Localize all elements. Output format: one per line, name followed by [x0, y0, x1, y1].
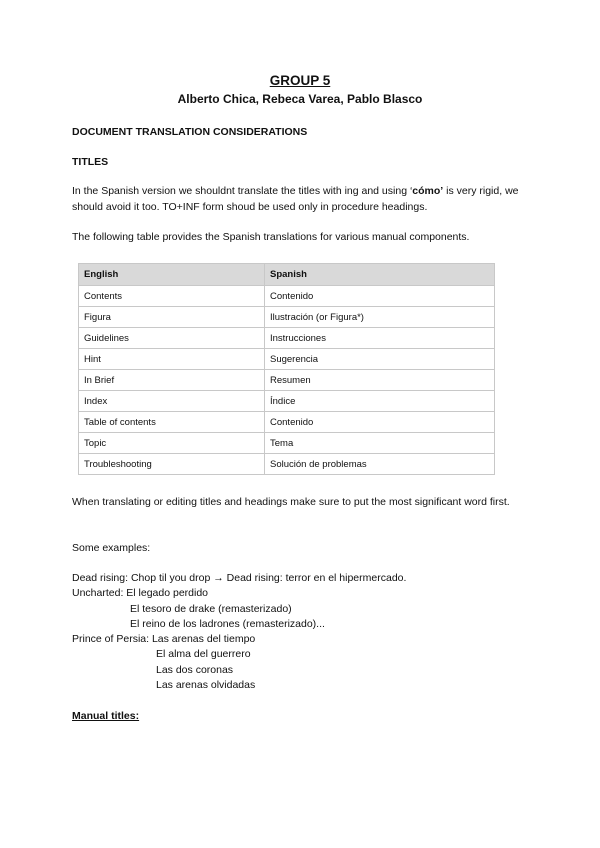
paragraph-heading-order: When translating or editing titles and headings make sure to put the most significant word first.	[72, 496, 510, 508]
paragraph-titles-guidance	[72, 184, 532, 215]
cell-english: Topic	[79, 433, 265, 454]
cell-spanish: Contenido	[265, 412, 495, 433]
examples-list	[72, 571, 406, 693]
cell-spanish: Instrucciones	[265, 328, 495, 349]
table-row	[79, 370, 495, 391]
table-row	[79, 412, 495, 433]
translation-table	[78, 263, 495, 475]
header-spanish: Spanish	[265, 264, 495, 286]
table-row	[79, 349, 495, 370]
cell-spanish: Índice	[265, 391, 495, 412]
manual-titles-heading: Manual titles:	[72, 710, 140, 722]
example-line: Las dos coronas	[156, 663, 234, 676]
cell-english: Hint	[79, 349, 265, 370]
table-row	[79, 286, 495, 307]
example-line: El reino de los ladrones (remasterizado)...	[130, 617, 325, 630]
example-line: Las arenas olvidadas	[156, 679, 256, 692]
bold-term: cómo’	[412, 185, 444, 197]
titles-subheading: TITLES	[72, 156, 109, 168]
header-english: English	[79, 264, 265, 286]
cell-spanish: Contenido	[265, 286, 495, 307]
cell-english: Contents	[79, 286, 265, 307]
cell-spanish: Solución de problemas	[265, 454, 495, 475]
section-heading: DOCUMENT TRANSLATION CONSIDERATIONS	[72, 126, 308, 138]
cell-english: Troubleshooting	[79, 454, 265, 475]
cell-english: Index	[79, 391, 265, 412]
table-row	[79, 391, 495, 412]
example-line: Prince of Persia: Las arenas del tiempo	[72, 633, 256, 646]
example-line: El tesoro de drake (remasterizado)	[130, 602, 292, 615]
paragraph-text: In the Spanish version we shouldnt translate the titles with ing and using ‘	[72, 185, 413, 197]
table-header-row	[79, 264, 495, 286]
authors-line: Alberto Chica, Rebeca Varea, Pablo Blasco	[177, 92, 423, 106]
paragraph-table-intro: The following table provides the Spanish translations for various manual components.	[72, 231, 470, 243]
table-row	[79, 307, 495, 328]
document-title: GROUP 5	[269, 73, 331, 88]
cell-english: Guidelines	[79, 328, 265, 349]
table-row	[79, 433, 495, 454]
cell-spanish: Ilustración (or Figura*)	[265, 307, 495, 328]
cell-spanish: Sugerencia	[265, 349, 495, 370]
table-row	[79, 454, 495, 475]
paragraph-text: is very rigid, we should avoid it too. TO+INF form shoud be used only in procedure headings.	[72, 185, 519, 213]
example-line: Dead rising: Chop til you drop → Dead rising: terror en el hipermercado.	[72, 572, 407, 584]
example-line: Uncharted: El legado perdido	[72, 587, 209, 600]
cell-english: In Brief	[79, 370, 265, 391]
cell-english: Figura	[79, 307, 265, 328]
cell-spanish: Tema	[265, 433, 495, 454]
cell-english: Table of contents	[79, 412, 265, 433]
table-row	[79, 328, 495, 349]
cell-spanish: Resumen	[265, 370, 495, 391]
example-line: El alma del guerrero	[156, 648, 251, 661]
paragraph-examples-intro: Some examples:	[72, 542, 151, 554]
